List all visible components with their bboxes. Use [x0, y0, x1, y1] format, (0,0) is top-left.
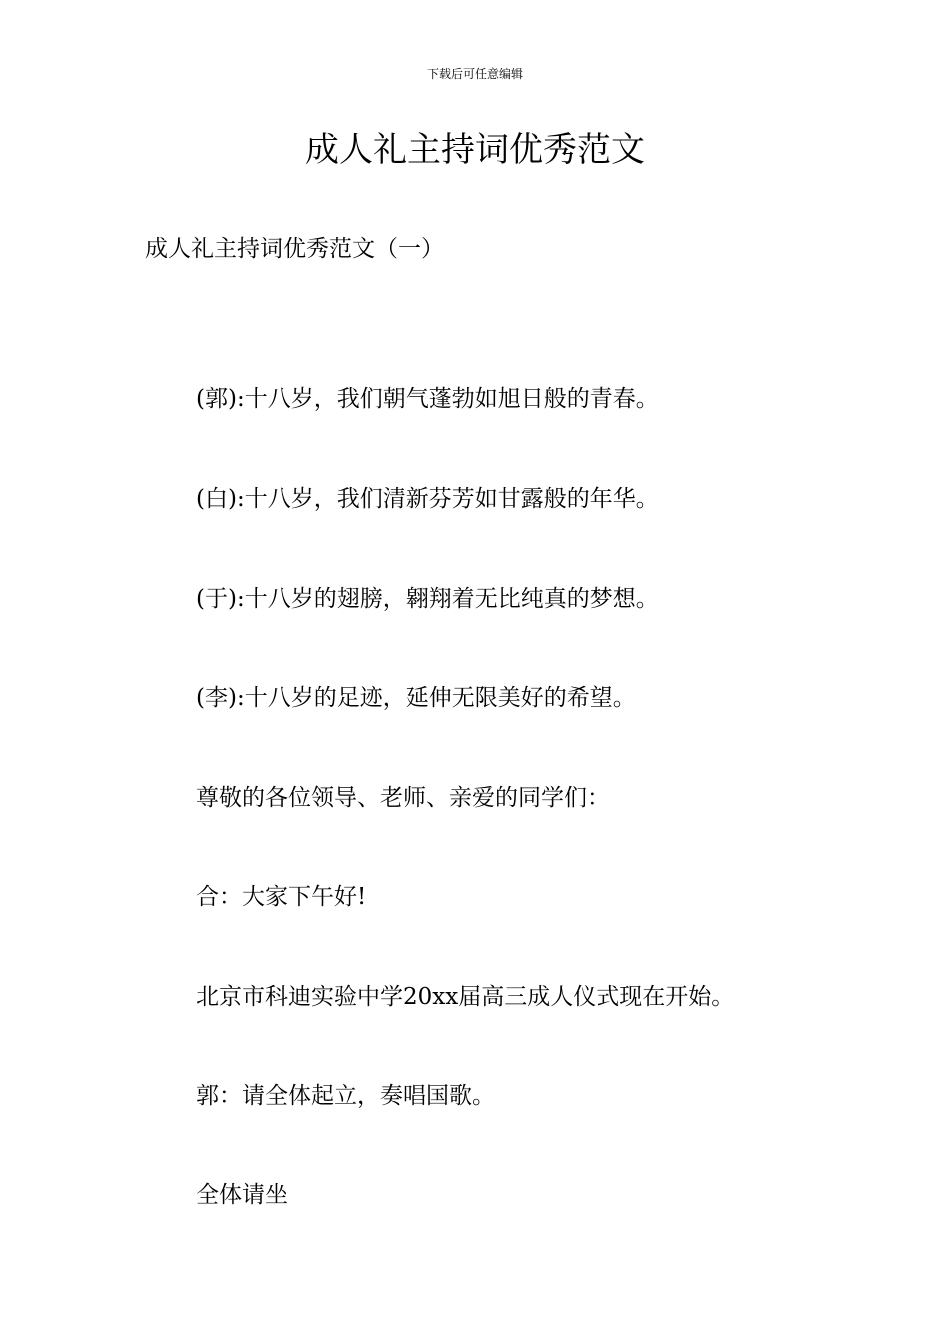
paragraph: 郭：请全体起立，奏唱国歌。 — [196, 1083, 495, 1109]
paragraph: 尊敬的各位领导、老师、亲爱的同学们： — [196, 785, 610, 811]
paragraph: 北京市科迪实验中学20xx届高三成人仪式现在开始。 — [196, 984, 735, 1010]
paragraph: (李):十八岁的足迹，延伸无限美好的希望。 — [196, 685, 636, 711]
paragraph: (郭):十八岁，我们朝气蓬勃如旭日般的青春。 — [196, 386, 659, 412]
paragraph: 合：大家下午好! — [196, 884, 367, 910]
page-header-note: 下载后可任意编辑 — [426, 67, 523, 81]
document-title: 成人礼主持词优秀范文 — [305, 130, 645, 170]
paragraph: (白):十八岁，我们清新芬芳如甘露般的年华。 — [196, 486, 659, 512]
section-heading: 成人礼主持词优秀范文（一） — [145, 236, 444, 262]
paragraph: 全体请坐 — [196, 1182, 288, 1208]
paragraph: (于):十八岁的翅膀，翱翔着无比纯真的梦想。 — [196, 586, 659, 612]
